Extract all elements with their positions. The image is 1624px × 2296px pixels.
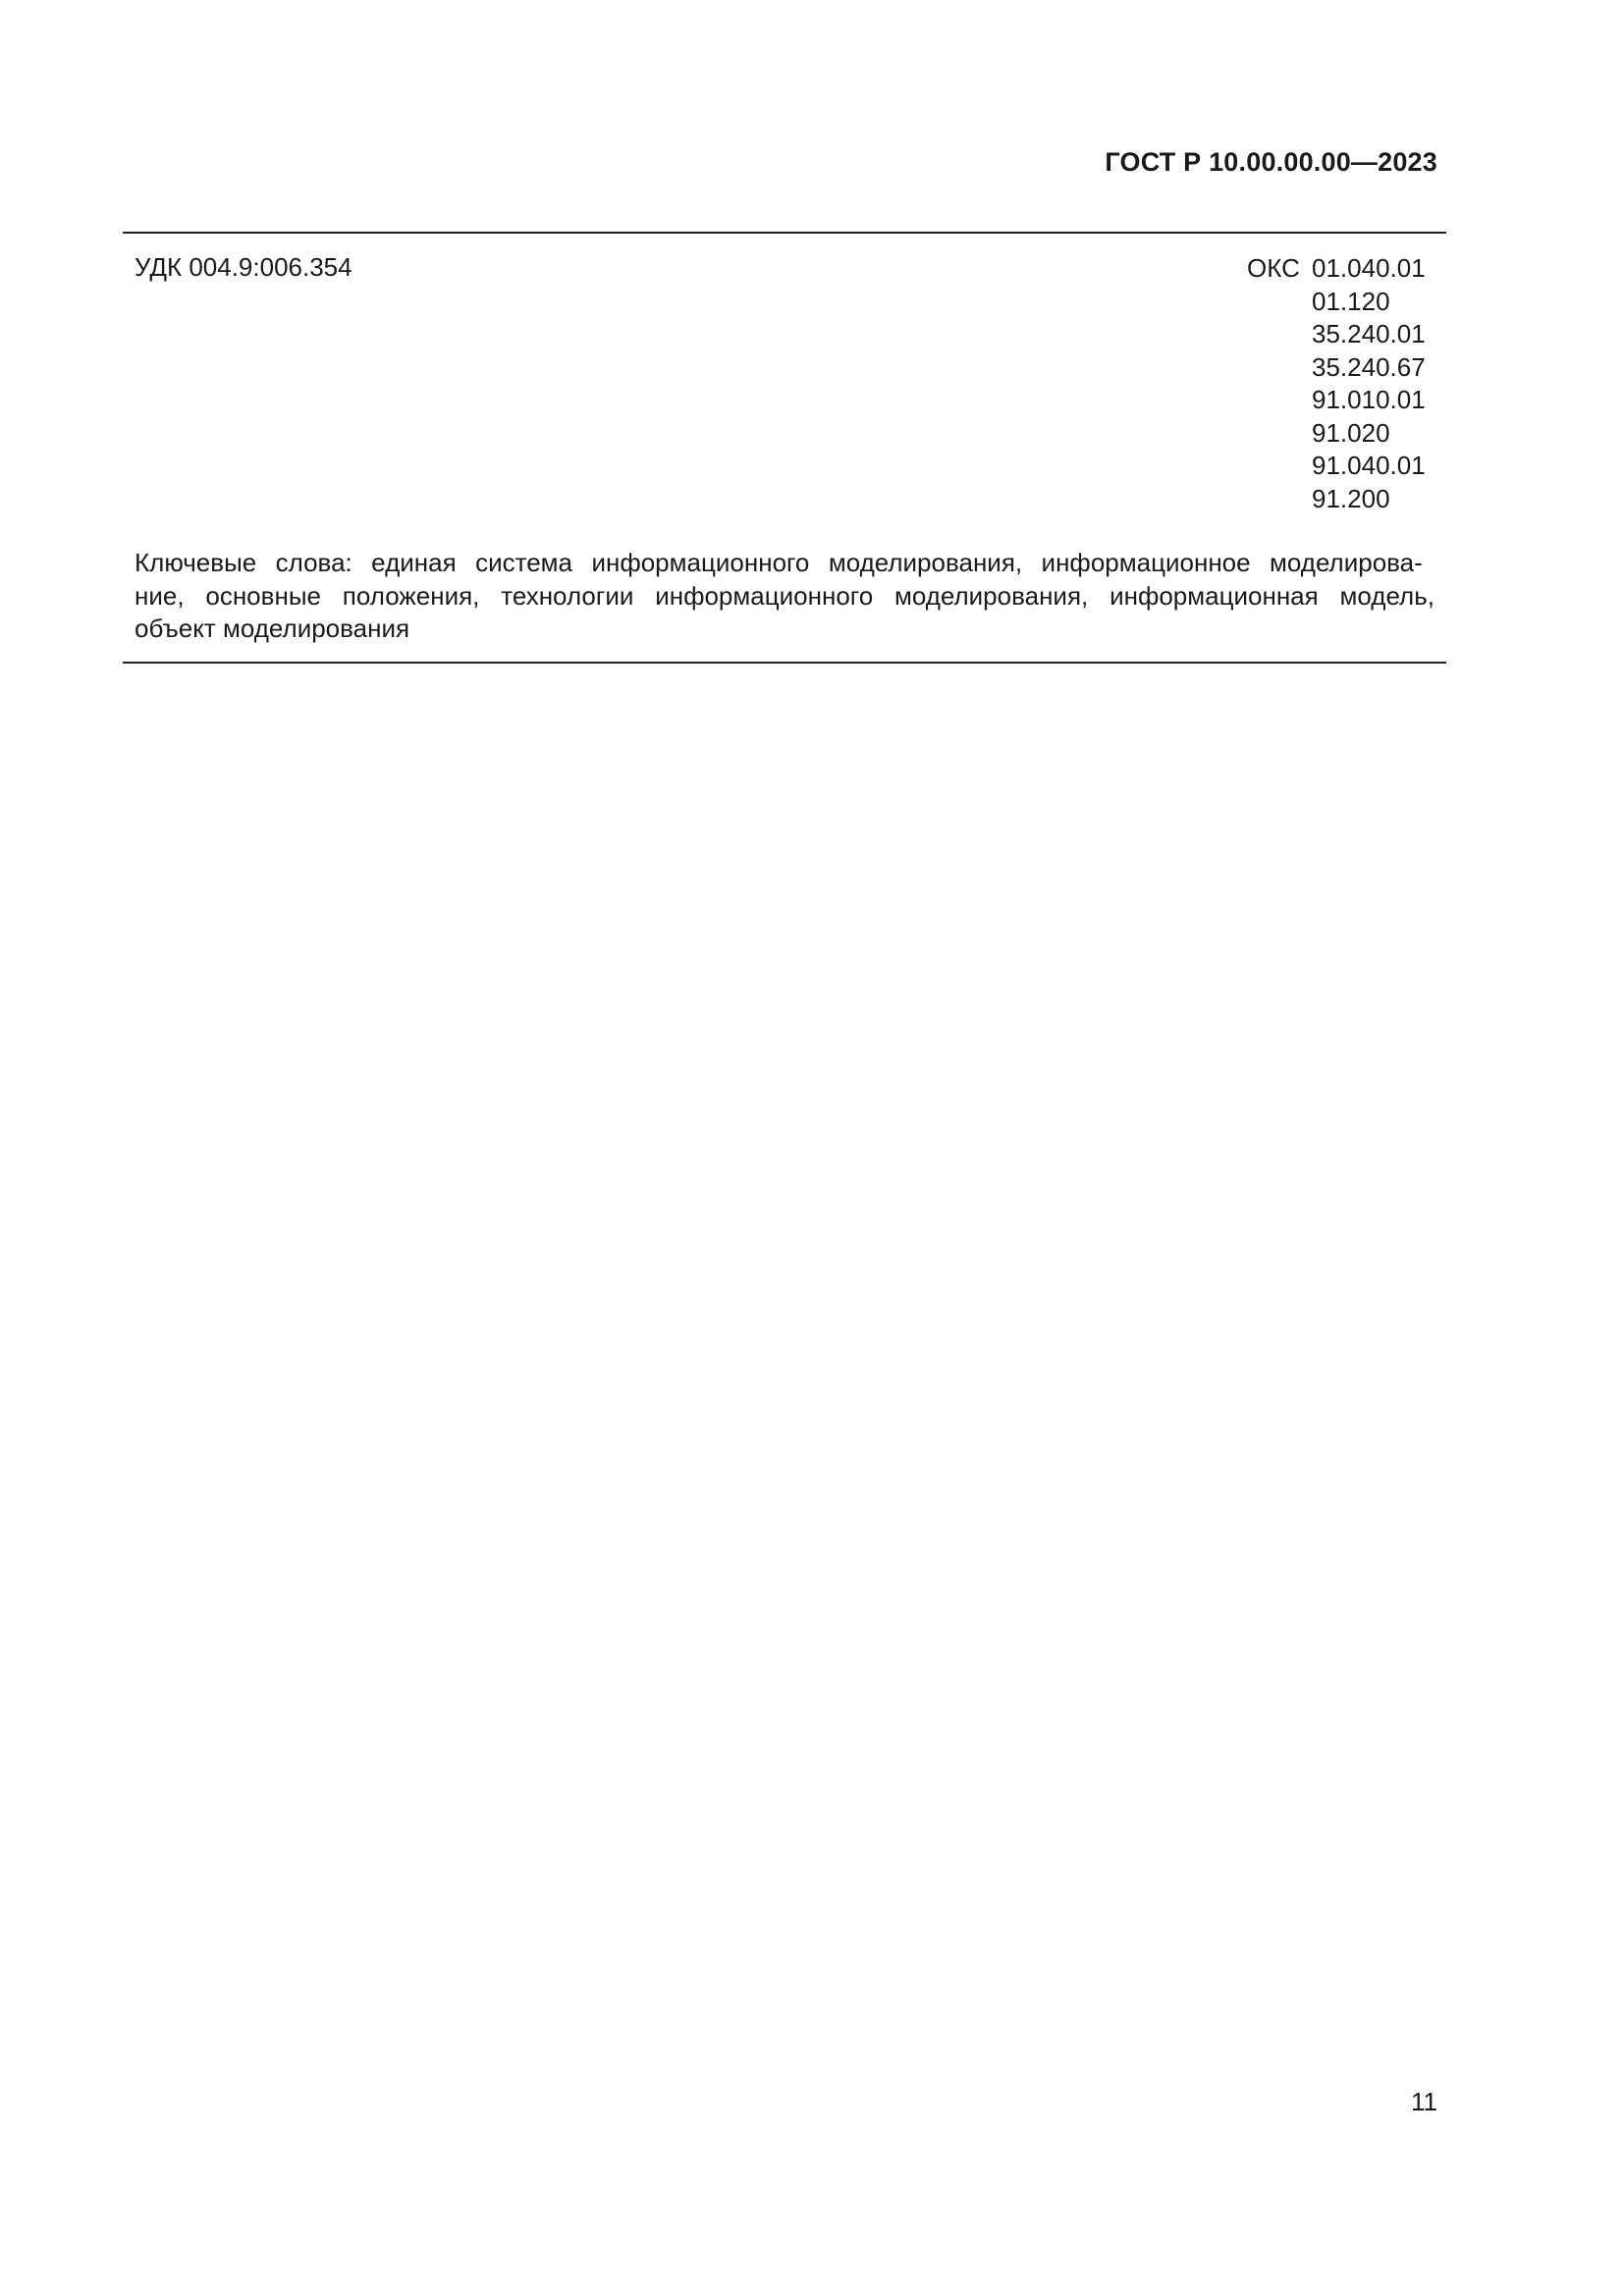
oks-code: 91.040.01 [1312, 451, 1426, 480]
oks-code: 01.120 [1312, 286, 1390, 316]
keywords-line: объект моделирования [135, 614, 410, 643]
oks-code: 01.040.01 [1312, 253, 1426, 283]
keywords-paragraph [135, 547, 1435, 646]
oks-codes-block [1247, 252, 1426, 515]
oks-code-row [1247, 384, 1426, 417]
page-number: 11 [1411, 2087, 1437, 2116]
keywords-line: Ключевые слова: единая система информационного моделирования, информационное моделирова- [135, 548, 1423, 577]
oks-code-row [1247, 450, 1426, 483]
oks-code-row [1247, 252, 1426, 286]
top-divider [123, 232, 1446, 234]
oks-code-row [1247, 483, 1426, 516]
bottom-divider [123, 662, 1446, 664]
oks-code: 91.020 [1312, 417, 1390, 448]
oks-code-row [1247, 417, 1426, 451]
oks-code: 35.240.67 [1312, 351, 1426, 382]
oks-code: 91.200 [1312, 483, 1390, 513]
oks-code-row [1247, 318, 1426, 351]
standard-code-header: ГОСТ Р 10.00.00.00—2023 [1105, 147, 1437, 177]
oks-label: ОКС [1247, 253, 1300, 283]
oks-code-row [1247, 286, 1426, 319]
oks-code-row [1247, 351, 1426, 385]
oks-code: 91.010.01 [1312, 385, 1426, 414]
keywords-line: ние, основные положения, технологии информационного моделирования, информационная модель, [135, 580, 1435, 611]
oks-code: 35.240.01 [1312, 319, 1426, 348]
udc-code: УДК 004.9:006.354 [135, 252, 352, 282]
